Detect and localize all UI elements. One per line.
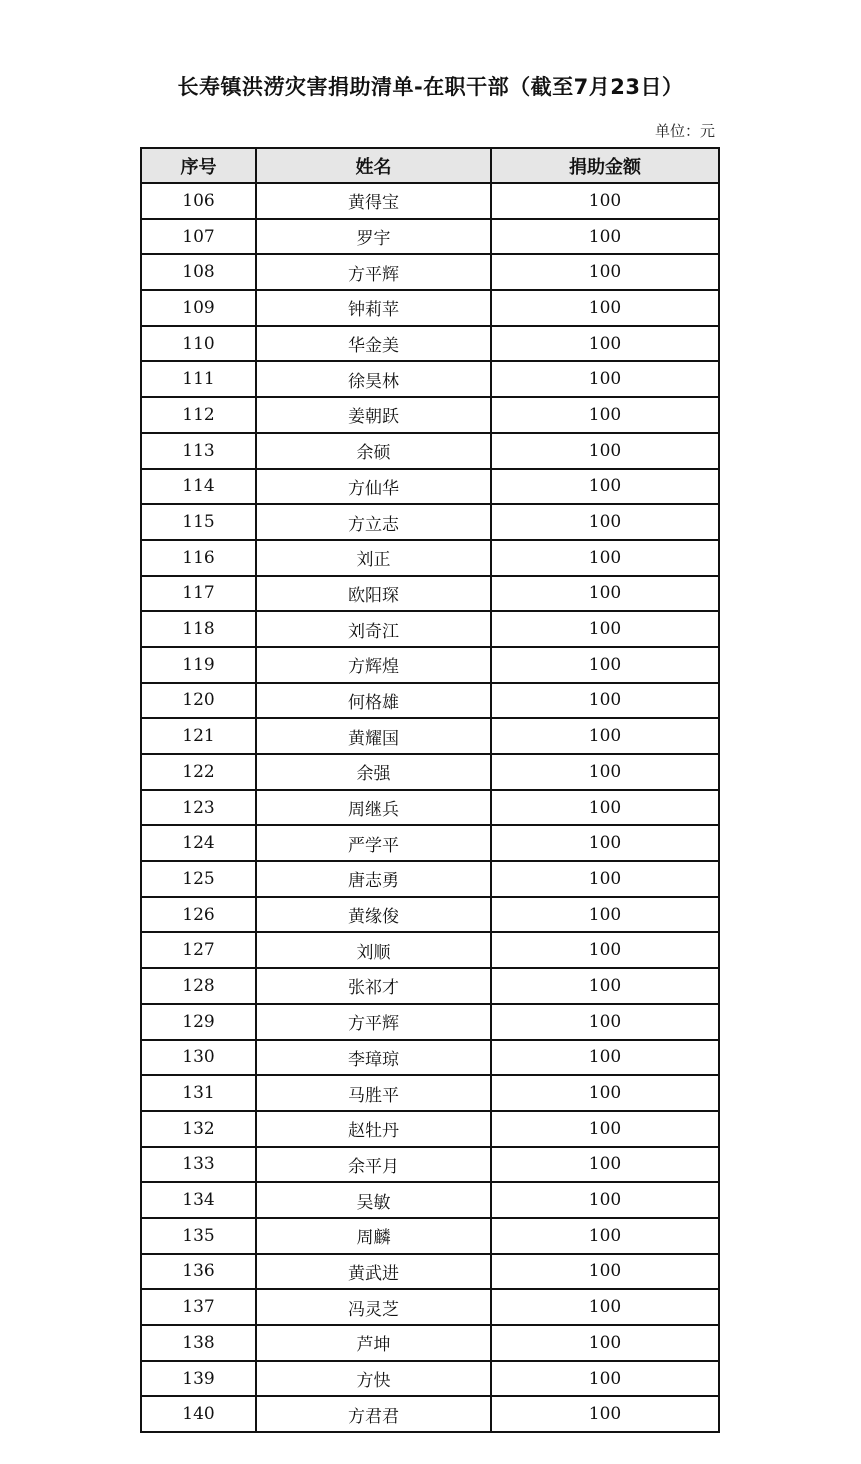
header-donation-amount: 捐助金额 — [491, 148, 719, 183]
table-row — [141, 861, 719, 897]
cell-donation-amount: 100 — [491, 361, 719, 397]
header-serial-number: 序号 — [141, 148, 256, 183]
cell-name: 刘正 — [256, 540, 491, 576]
cell-name: 华金美 — [256, 326, 491, 362]
table-row — [141, 718, 719, 754]
table-row — [141, 1218, 719, 1254]
cell-serial-number: 131 — [141, 1075, 256, 1111]
cell-name: 黄缘俊 — [256, 897, 491, 933]
cell-serial-number: 119 — [141, 647, 256, 683]
cell-name: 李璋琼 — [256, 1040, 491, 1076]
cell-donation-amount: 100 — [491, 718, 719, 754]
cell-donation-amount: 100 — [491, 326, 719, 362]
document-title: 长寿镇洪涝灾害捐助清单-在职干部（截至7月23日） — [177, 75, 684, 99]
cell-name: 赵牡丹 — [256, 1111, 491, 1147]
table-row — [141, 1325, 719, 1361]
cell-serial-number: 112 — [141, 397, 256, 433]
cell-name: 余硕 — [256, 433, 491, 469]
table-row — [141, 647, 719, 683]
table-row — [141, 1147, 719, 1183]
cell-donation-amount: 100 — [491, 219, 719, 255]
cell-donation-amount: 100 — [491, 1075, 719, 1111]
cell-serial-number: 108 — [141, 254, 256, 290]
cell-name: 余强 — [256, 754, 491, 790]
table-row — [141, 254, 719, 290]
cell-donation-amount: 100 — [491, 790, 719, 826]
cell-name: 吴敏 — [256, 1182, 491, 1218]
cell-serial-number: 118 — [141, 611, 256, 647]
cell-serial-number: 135 — [141, 1218, 256, 1254]
cell-donation-amount: 100 — [491, 1254, 719, 1290]
table-row — [141, 1075, 719, 1111]
cell-donation-amount: 100 — [491, 1111, 719, 1147]
cell-donation-amount: 100 — [491, 397, 719, 433]
cell-serial-number: 113 — [141, 433, 256, 469]
cell-name: 罗宇 — [256, 219, 491, 255]
cell-donation-amount: 100 — [491, 469, 719, 505]
cell-serial-number: 122 — [141, 754, 256, 790]
table-row — [141, 790, 719, 826]
table-row — [141, 1254, 719, 1290]
table-row — [141, 1111, 719, 1147]
table-row — [141, 825, 719, 861]
cell-name: 何格雄 — [256, 683, 491, 719]
cell-donation-amount: 100 — [491, 1182, 719, 1218]
cell-serial-number: 139 — [141, 1361, 256, 1397]
cell-donation-amount: 100 — [491, 825, 719, 861]
cell-serial-number: 130 — [141, 1040, 256, 1076]
cell-donation-amount: 100 — [491, 433, 719, 469]
cell-serial-number: 133 — [141, 1147, 256, 1183]
cell-serial-number: 126 — [141, 897, 256, 933]
table-row — [141, 1182, 719, 1218]
cell-serial-number: 124 — [141, 825, 256, 861]
cell-name: 张祁才 — [256, 968, 491, 1004]
cell-donation-amount: 100 — [491, 1147, 719, 1183]
cell-donation-amount: 100 — [491, 647, 719, 683]
cell-name: 周麟 — [256, 1218, 491, 1254]
cell-donation-amount: 100 — [491, 1004, 719, 1040]
table-row — [141, 504, 719, 540]
cell-donation-amount: 100 — [491, 290, 719, 326]
cell-name: 方平辉 — [256, 254, 491, 290]
cell-name: 黄得宝 — [256, 183, 491, 219]
cell-donation-amount: 100 — [491, 183, 719, 219]
cell-name: 冯灵芝 — [256, 1289, 491, 1325]
donation-table — [140, 147, 720, 1433]
table-row — [141, 1004, 719, 1040]
cell-name: 钟莉苹 — [256, 290, 491, 326]
table-row — [141, 326, 719, 362]
cell-serial-number: 106 — [141, 183, 256, 219]
cell-serial-number: 127 — [141, 932, 256, 968]
table-row — [141, 397, 719, 433]
cell-serial-number: 140 — [141, 1396, 256, 1432]
cell-name: 黄武进 — [256, 1254, 491, 1290]
cell-donation-amount: 100 — [491, 504, 719, 540]
cell-serial-number: 125 — [141, 861, 256, 897]
cell-donation-amount: 100 — [491, 1396, 719, 1432]
cell-serial-number: 109 — [141, 290, 256, 326]
cell-donation-amount: 100 — [491, 611, 719, 647]
table-row — [141, 290, 719, 326]
cell-donation-amount: 100 — [491, 254, 719, 290]
cell-donation-amount: 100 — [491, 1325, 719, 1361]
cell-donation-amount: 100 — [491, 1361, 719, 1397]
cell-serial-number: 128 — [141, 968, 256, 1004]
table-row — [141, 183, 719, 219]
cell-serial-number: 123 — [141, 790, 256, 826]
cell-name: 徐昊林 — [256, 361, 491, 397]
cell-serial-number: 132 — [141, 1111, 256, 1147]
cell-name: 方辉煌 — [256, 647, 491, 683]
cell-serial-number: 136 — [141, 1254, 256, 1290]
cell-serial-number: 116 — [141, 540, 256, 576]
unit-label: 单位：元 — [654, 122, 715, 140]
cell-name: 方快 — [256, 1361, 491, 1397]
cell-name: 周继兵 — [256, 790, 491, 826]
table-header-row — [141, 148, 719, 183]
cell-name: 方平辉 — [256, 1004, 491, 1040]
cell-donation-amount: 100 — [491, 932, 719, 968]
table-row — [141, 1361, 719, 1397]
cell-name: 刘奇江 — [256, 611, 491, 647]
cell-donation-amount: 100 — [491, 861, 719, 897]
table-row — [141, 611, 719, 647]
cell-name: 姜朝跃 — [256, 397, 491, 433]
table-body — [141, 183, 719, 1432]
table-row — [141, 754, 719, 790]
cell-serial-number: 121 — [141, 718, 256, 754]
table-row — [141, 932, 719, 968]
cell-serial-number: 114 — [141, 469, 256, 505]
cell-name: 黄耀国 — [256, 718, 491, 754]
cell-name: 严学平 — [256, 825, 491, 861]
table-row — [141, 968, 719, 1004]
cell-serial-number: 117 — [141, 576, 256, 612]
table-row — [141, 1396, 719, 1432]
cell-name: 方君君 — [256, 1396, 491, 1432]
cell-serial-number: 134 — [141, 1182, 256, 1218]
cell-donation-amount: 100 — [491, 1289, 719, 1325]
cell-name: 刘顺 — [256, 932, 491, 968]
header-name: 姓名 — [256, 148, 491, 183]
cell-name: 余平月 — [256, 1147, 491, 1183]
table-row — [141, 361, 719, 397]
table-row — [141, 1289, 719, 1325]
cell-serial-number: 137 — [141, 1289, 256, 1325]
cell-serial-number: 129 — [141, 1004, 256, 1040]
cell-serial-number: 120 — [141, 683, 256, 719]
cell-donation-amount: 100 — [491, 1218, 719, 1254]
cell-serial-number: 138 — [141, 1325, 256, 1361]
table-row — [141, 683, 719, 719]
table-row — [141, 1040, 719, 1076]
table-row — [141, 469, 719, 505]
cell-donation-amount: 100 — [491, 968, 719, 1004]
table-row — [141, 897, 719, 933]
cell-name: 方立志 — [256, 504, 491, 540]
cell-serial-number: 110 — [141, 326, 256, 362]
cell-name: 马胜平 — [256, 1075, 491, 1111]
cell-name: 方仙华 — [256, 469, 491, 505]
table-row — [141, 540, 719, 576]
cell-serial-number: 107 — [141, 219, 256, 255]
cell-donation-amount: 100 — [491, 897, 719, 933]
cell-donation-amount: 100 — [491, 576, 719, 612]
cell-name: 唐志勇 — [256, 861, 491, 897]
cell-donation-amount: 100 — [491, 754, 719, 790]
cell-donation-amount: 100 — [491, 683, 719, 719]
cell-donation-amount: 100 — [491, 540, 719, 576]
cell-name: 欧阳琛 — [256, 576, 491, 612]
cell-donation-amount: 100 — [491, 1040, 719, 1076]
table-row — [141, 433, 719, 469]
cell-name: 芦坤 — [256, 1325, 491, 1361]
cell-serial-number: 115 — [141, 504, 256, 540]
table-row — [141, 219, 719, 255]
cell-serial-number: 111 — [141, 361, 256, 397]
table-row — [141, 576, 719, 612]
